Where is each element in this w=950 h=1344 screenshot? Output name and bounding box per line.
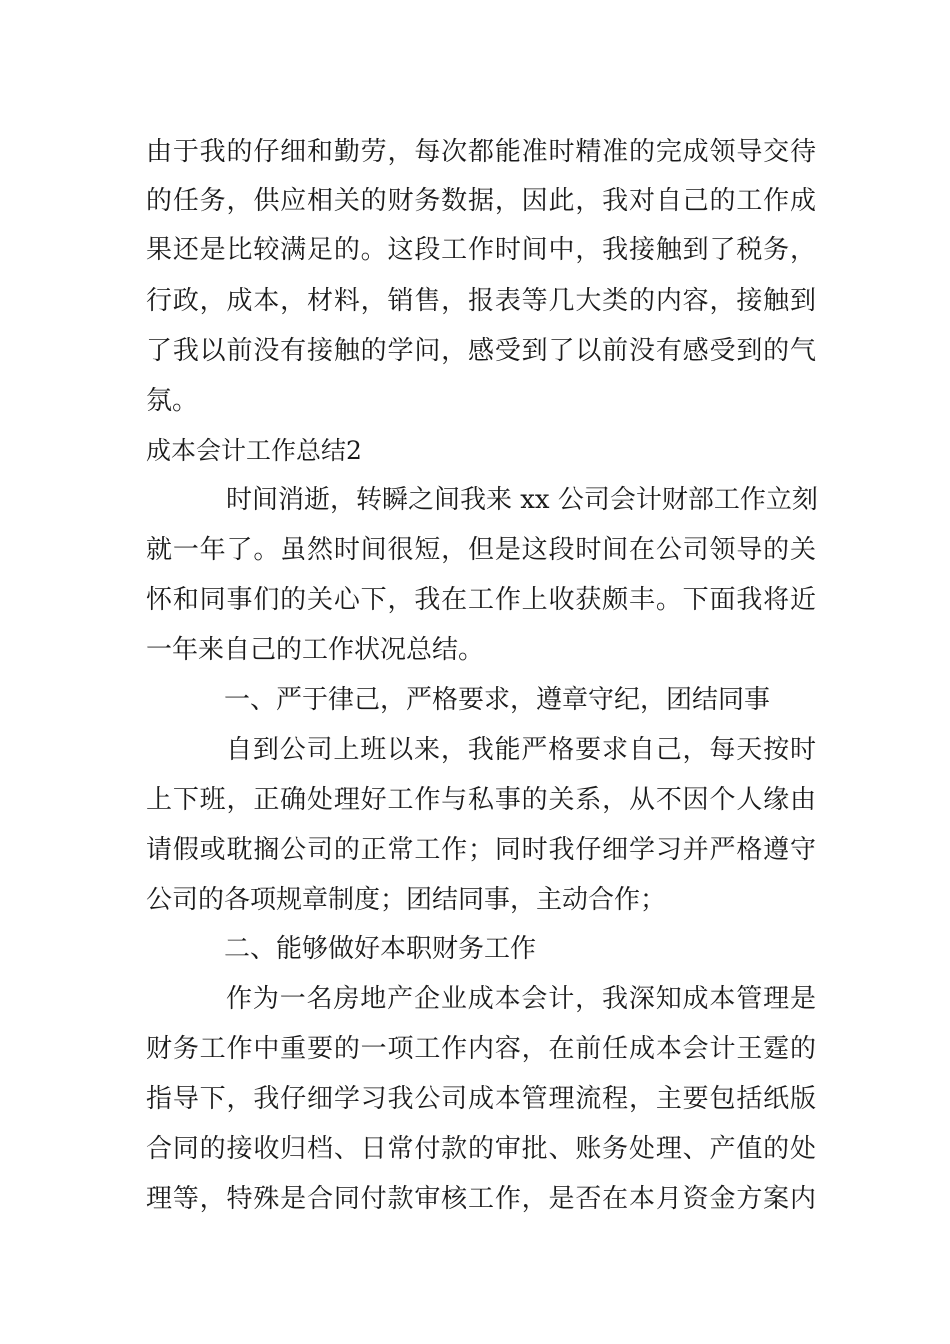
paragraph-line: 就一年了。虽然时间很短，但是这段时间在公司领导的关: [146, 535, 816, 565]
paragraph-line: 请假或耽搁公司的正常工作；同时我仔细学习并严格遵守: [146, 835, 816, 865]
paragraph-line: 一年来自己的工作状况总结。: [146, 635, 485, 665]
paragraph-line: 合同的接收归档、日常付款的审批、账务处理、产值的处: [146, 1134, 816, 1164]
paragraph-line: 指导下，我仔细学习我公司成本管理流程，主要包括纸版: [146, 1084, 816, 1114]
paragraph-line: 的任务，供应相关的财务数据，因此，我对自己的工作成: [146, 186, 816, 216]
paragraph-line: 果还是比较满足的。这段工作时间中，我接触到了税务，: [146, 235, 816, 265]
paragraph-line: 上下班，正确处理好工作与私事的关系，从不因个人缘由: [146, 785, 816, 815]
paragraph-line: 自到公司上班以来，我能严格要求自己，每天按时: [226, 735, 816, 765]
paragraph-line: 理等，特殊是合同付款审核工作，是否在本月资金方案内: [146, 1184, 816, 1214]
paragraph-line: 氛。: [146, 386, 199, 416]
paragraph-line: 时间消逝，转瞬之间我来 xx 公司会计财部工作立刻: [226, 485, 818, 515]
paragraph-line: 行政，成本，材料，销售，报表等几大类的内容，接触到: [146, 286, 816, 316]
section-title: 成本会计工作总结2: [146, 436, 362, 465]
subheading: 一、严于律己，严格要求，遵章守纪，团结同事: [224, 685, 771, 715]
paragraph-line: 财务工作中重要的一项工作内容，在前任成本会计王霆的: [146, 1034, 816, 1064]
paragraph-line: 公司的各项规章制度；团结同事，主动合作；: [146, 885, 667, 915]
paragraph-line: 作为一名房地产企业成本会计，我深知成本管理是: [226, 984, 816, 1014]
paragraph-line: 由于我的仔细和勤劳，每次都能准时精准的完成领导交待: [146, 137, 816, 167]
paragraph-line: 怀和同事们的关心下，我在工作上收获颇丰。下面我将近: [146, 585, 816, 615]
subheading: 二、能够做好本职财务工作: [224, 934, 537, 964]
paragraph-line: 了我以前没有接触的学问，感受到了以前没有感受到的气: [146, 336, 816, 366]
